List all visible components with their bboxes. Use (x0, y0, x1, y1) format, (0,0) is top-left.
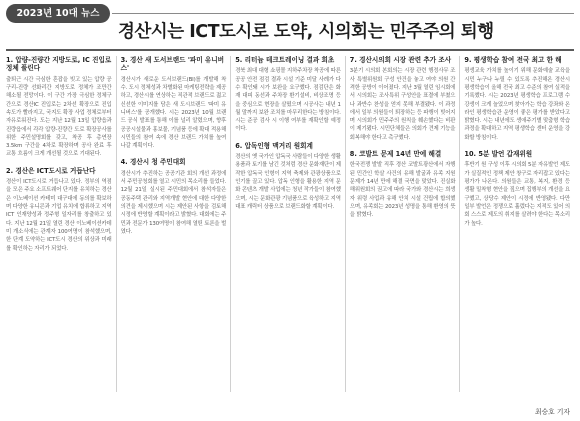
article-columns (6, 56, 574, 392)
article (235, 56, 341, 134)
article (464, 150, 570, 228)
article-title: 2. 경산은 ICT도시로 거듭난다 (6, 166, 96, 175)
article-body: 경산이 ICT도시로 거듭나고 있다. 정부의 역점을 모은 주요 소프트웨어 단지를 유치하는 경산은 이노베이션 카테미 대구대에 동의를 확보하며 다양한 유니콘과 기업 유치에 합류하고 지역 ICT 인재양성과 정주형 일자리를 창출하고 있다. 지난 12월 21일 열린 경산 이노베이션카데미 개소식에는 관계자 100여명이 참석했으며, 한 단계 도약하는 ICT도시 경산의 위상과 미래를 확인하는 자리가 되었다. (6, 179, 112, 252)
column-2 (116, 56, 231, 392)
article (350, 150, 456, 219)
article-title: 9. 평생학습 참여 전국 최고 한 해 (464, 56, 562, 64)
column-3 (230, 56, 345, 392)
article-title: 7. 경산시의회 시장 관련 추가 조사 (349, 56, 452, 64)
article-title: 3. 경산 새 도서브랜드 '파미 유니버스' (120, 56, 224, 73)
byline: 최승호 기자 (535, 408, 570, 416)
article-body: 경산의 옛 국가인 압독국 사람들이 다양한 생활용품과 토기를 남긴 것처럼 경산 문화재단이 제작한 압독국 인형이 지역 축제와 관광상품으로 인기를 끌고 있다. 압독 인형을 활용한 지역 문화 콘텐츠 개발 사업에는 청년 작가들이 참여했으며, 시는 문화관광 기념품으로 육성하고 지역 대표 캐릭터 상품으로 브랜드화할 계획이다. (235, 154, 341, 210)
column-5 (459, 56, 574, 392)
article-title: 1. 압량-진량간 지방도로, IC 진입로 정체 풀린다 (6, 56, 112, 73)
article-body: 경산시가 추진하는 공공기관 회의 개선 과정에서 주민공청회를 열고 시민의 목소리를 들었다. 12월 21일 실시된 주민대회에서 참석자들은 공동주택 관리와 지역개발 현안에 대한 다양한 의견을 제시했으며 시는 제안된 사항을 검토해 시정에 반영할 계획이라고 밝혔다. 대회에는 주민과 전문가 130여명이 참여해 열띤 토론을 벌였다. (120, 170, 227, 235)
article-title: 8. 코발트 문제 14년 만에 해결 (349, 150, 442, 159)
article (6, 56, 112, 159)
article-body: 출퇴근 시간 극심한 혼잡을 빚고 있는 압량 공구리-진량 선화리간 지방도로 정체가 조만간 해소될 전망이다. 이 구간 가장 극심한 정체구간으로 경산IC 진입로는 2차선 확장으로 진입속도가 빨라지고, 국지도 확장 사업 정체로부터 자유로워진다. 도는 지난 12월 13일 압량읍과 진량읍에서 각각 압량-진량간 도로 확장공사를 위한 주민설명회를 갖고, 착공 후 총연장 3.5km 구간을 4차로 확장하며 공사 완료 후 교통 흐름이 크게 개선될 것으로 기대된다. (6, 76, 112, 158)
article (350, 56, 456, 142)
article-title: 6. 압독인형 맥거리 원회계 (235, 141, 313, 150)
page-headline: 경산시는 ICT도시로 도약, 시의회는 민주주의 퇴행 (118, 22, 494, 42)
article-title: 4. 경산시 청 주민대회 (120, 158, 186, 167)
article-body: 경북 최대 대형 쇼핑몰 지하주차장 착공에 따른 공공 안전 점검 결과 시설 기준 미달 사례가 다수 확인돼 시가 보완을 요구했다. 점검단은 화재 대피 동선과 주차장 환기설비, 비상조명 등을 중심으로 현장을 살폈으며 시공사는 내년 1월 말까지 보완 조치를 마무리한다는 방침이다. 시는 준공 검사 시 이행 여부를 재확인할 예정이다. (235, 68, 341, 133)
section-tag: 2023년 10대 뉴스 (6, 4, 110, 23)
headline-divider (6, 49, 574, 51)
article-title: 5. 리터늄 테크트레이닝 결과 회초 (235, 56, 335, 64)
article-title: 10. 5분 발언 갑재위원 (464, 150, 533, 159)
article (121, 56, 227, 150)
article-body: 3분기 시의회 본회의는 시장 관련 행정사무 조사 특별위원회 구성 안건을 놓고 여야 의원 간 격한 공방이 이어졌다. 지난 3월 열린 임시회에서 시의회는 조사특위 구성안을 표결에 부쳤으나 과반수 찬성을 얻지 못해 부결됐다. 이 과정에서 일부 의원들이 퇴장하는 등 파행이 빚어지며 시의회가 민주주의 원칙을 훼손했다는 비판이 제기됐다. 시민단체들은 의회가 견제 기능을 회복해야 한다고 촉구했다. (349, 68, 456, 141)
column-1 (6, 56, 116, 392)
article (121, 158, 227, 236)
article (6, 167, 112, 253)
article-body: 후반기 원 구성 이후 시의회 5분 자유발언 제도가 실질적인 정책 제안 창구로 자리잡고 있다는 평가가 나온다. 의원들은 교통, 복지, 환경 등 생활 밀착형 현안을 짚으며 집행부의 개선을 요구했고, 상당수 제안이 시정에 반영됐다. 다만 일부 발언은 정쟁으로 흘렀다는 지적도 있어 의회 스스로 제도의 취지를 살려야 한다는 목소리가 높다. (464, 162, 570, 227)
column-4 (345, 56, 460, 392)
article-body: 평생교육 가치를 높이기 위해 문화예술 교육을 시민 누구나 누릴 수 있도록 추진해온 경산시 평생학습이 올해 전국 최고 수준의 참여 실적을 기록했다. 시는 2023년 평생학습 프로그램 수강생이 크게 늘었으며 찾아가는 학습 강좌와 온라인 평생학습관 운영이 좋은 평가를 받았다고 밝혔다. 시는 내년에도 생애주기별 맞춤형 학습 과정을 확대하고 지역 평생학습 센터 운영을 강화할 방침이다. (464, 68, 570, 141)
article-body: 한국전쟁 발발 직후 경산 코발트광산에서 자행된 민간인 학살 사건의 유해 발굴과 유족 지원 문제가 14년 만에 해결 국면을 맞았다. 진실화해위원회의 권고에 따라 국가와 경산시는 희생자 위령 사업과 유해 안치 시설 건립에 합의했으며, 유족회는 2023년 성명을 통해 환영의 뜻을 밝혔다. (349, 162, 456, 219)
article (235, 142, 341, 211)
article-body: 경산시가 새로운 도서브랜드(BI)를 개발해 착수. 도시 정체성과 차별화된 마케팅전략을 제공하고, 경산시를 연상하는 직관적 브랜드로 젊고 신선한 이미지를 담은 새 도시브랜드 '파미 유니버스'를 공개했다. 시는 2023년 10월 브랜드 공식 발표를 통해 이를 널리 알렸으며, 향후 공공시설물과 홍보물, 기념품 등에 확대 적용해 시민들의 참여 속에 경산 브랜드 가치를 높여 나갈 계획이다. (120, 76, 227, 150)
top-divider (112, 13, 574, 14)
article (464, 56, 570, 142)
